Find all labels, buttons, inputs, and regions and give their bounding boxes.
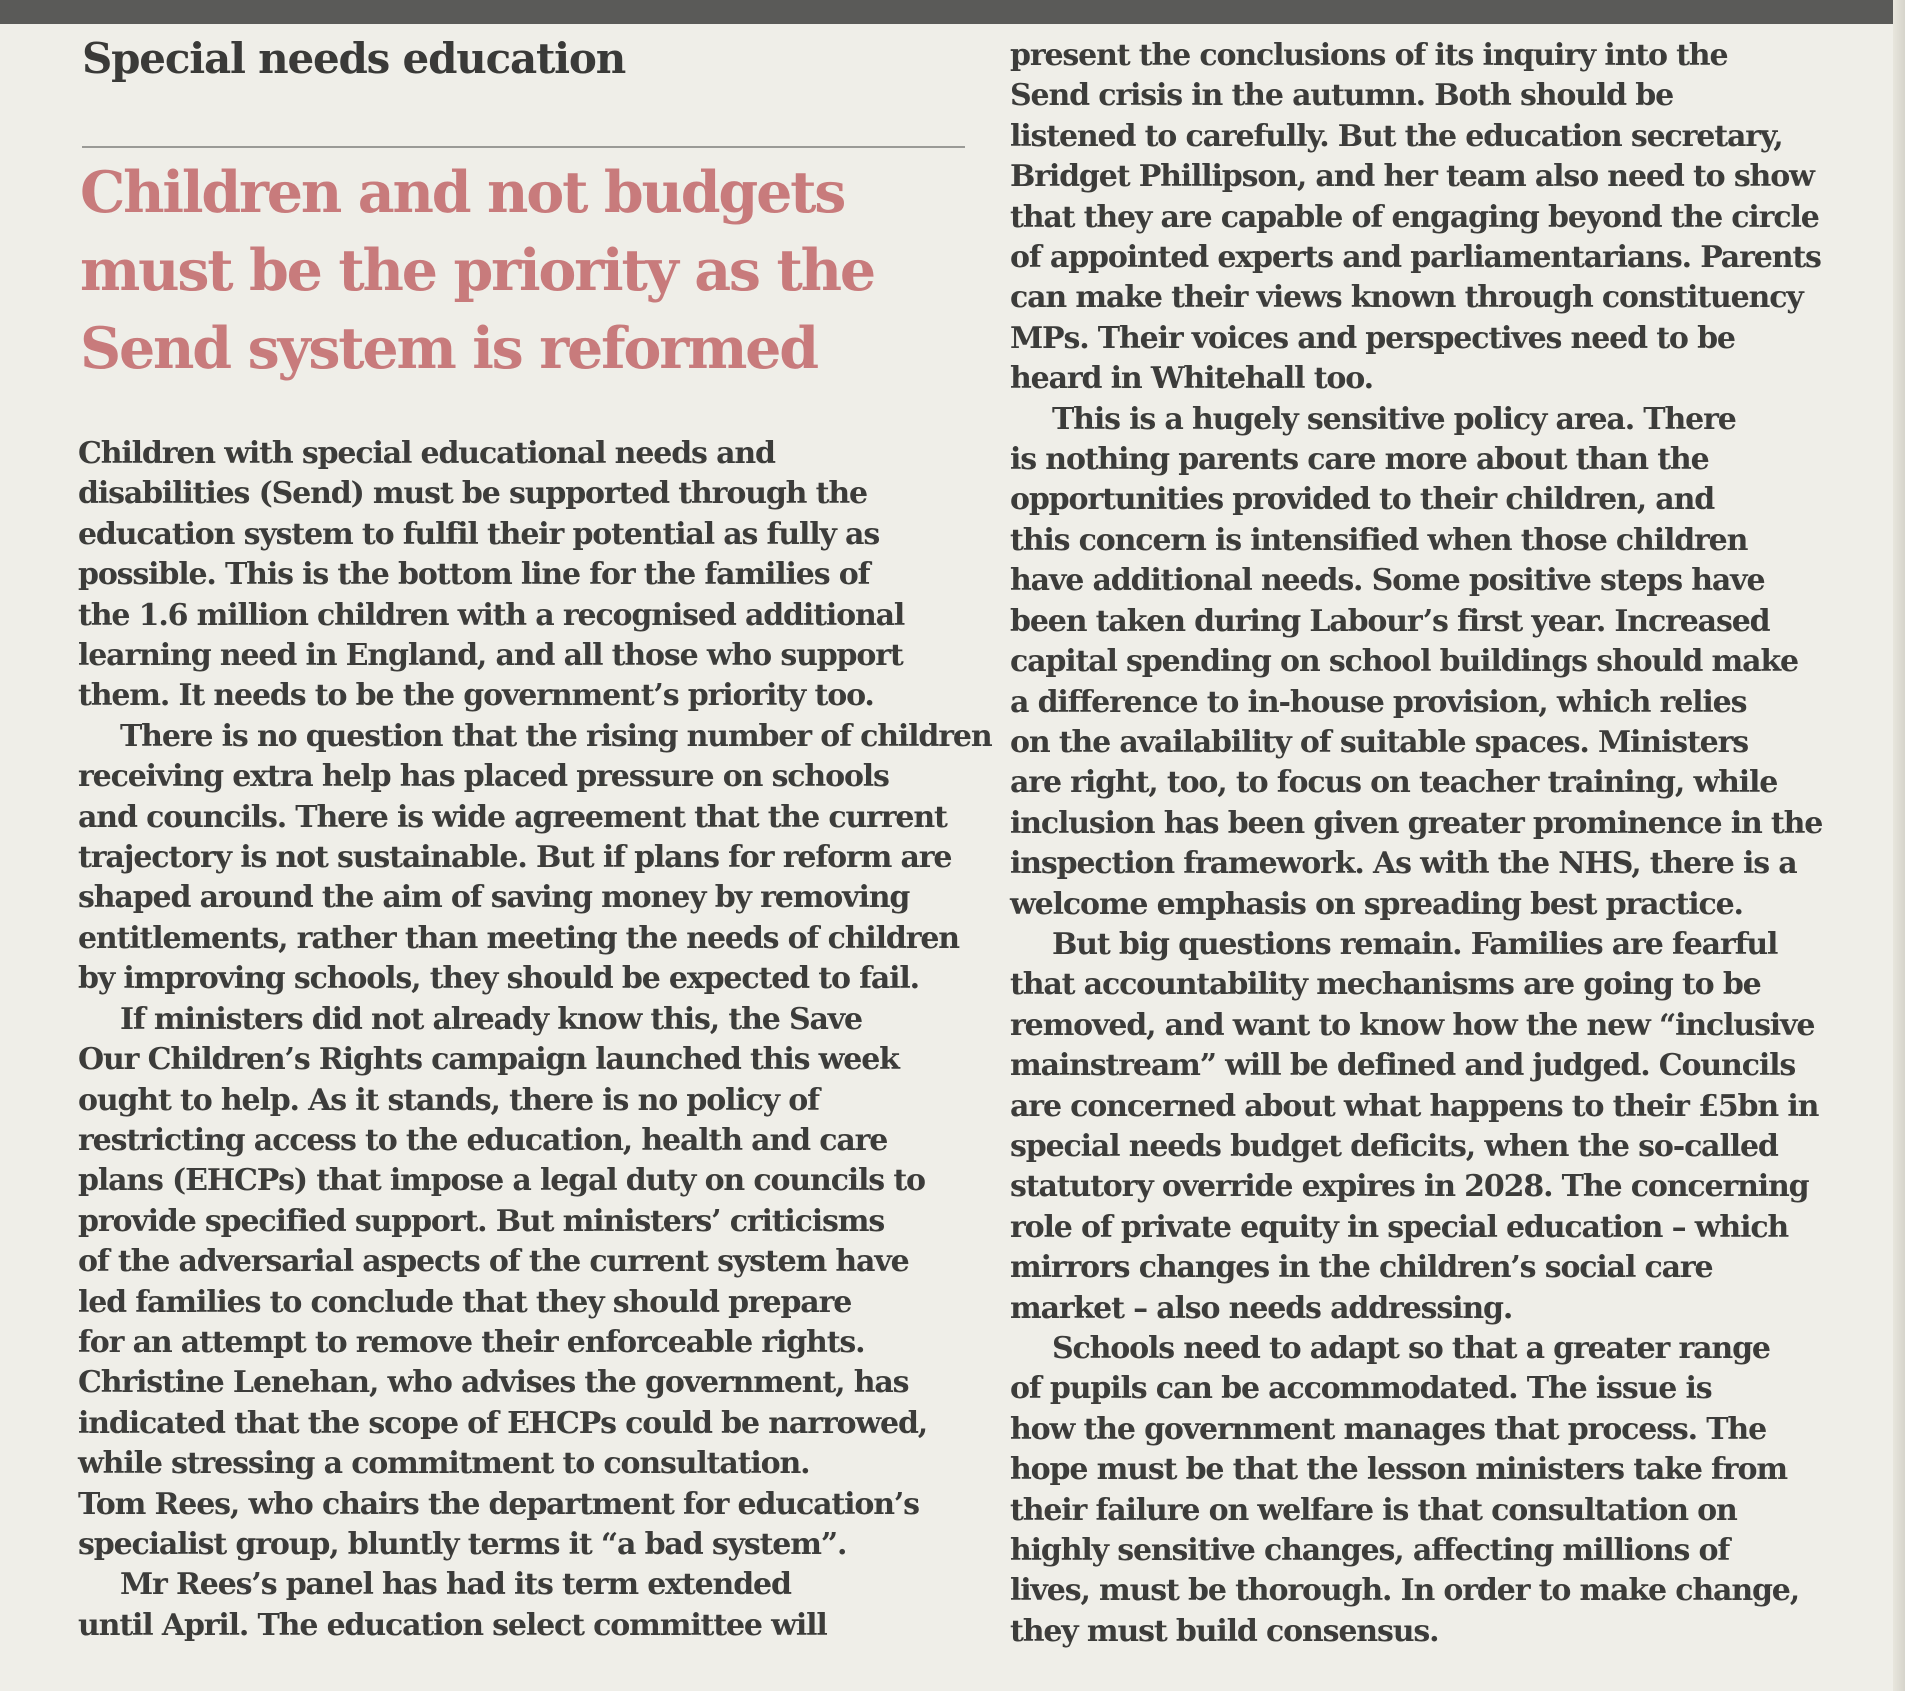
text-line: welcome emphasis on spreading best practice. (1010, 886, 1743, 922)
text-line: Send crisis in the autumn. Both should be (1010, 78, 1674, 114)
text-line: while stressing a commitment to consultation. (78, 1446, 810, 1482)
text-line: removed, and want to know how the new “inclusive (1010, 1007, 1815, 1043)
headline-line: Children and not budgets (80, 159, 845, 226)
text-line: This is a hugely sensitive policy area. There (1052, 401, 1736, 437)
text-line: have additional needs. Some positive steps have (1010, 563, 1765, 599)
text-line: Bridget Phillipson, and her team also need to show (1010, 159, 1814, 195)
text-line: market – also needs addressing. (1010, 1290, 1513, 1326)
text-line: are right, too, to focus on teacher training, while (1010, 765, 1778, 801)
text-line: present the conclusions of its inquiry into the (1010, 38, 1728, 73)
headline (80, 154, 980, 388)
text-line: inspection framework. As with the NHS, there is a (1010, 846, 1797, 882)
text-line: restricting access to the education, health and care (78, 1122, 888, 1158)
left-column (78, 434, 992, 1646)
text-line: is nothing parents care more about than the (1010, 442, 1709, 478)
text-line: specialist group, bluntly terms it “a bad system”. (78, 1526, 847, 1562)
text-line: by improving schools, they should be expected to fail. (78, 961, 919, 997)
text-line: hope must be that the lesson ministers take from (1010, 1452, 1787, 1488)
paragraph (1010, 1329, 1890, 1652)
text-line: capital spending on school buildings should make (1010, 644, 1798, 680)
right-column (1010, 36, 1890, 1652)
text-line: been taken during Labour’s first year. Increased (1010, 603, 1770, 639)
text-line: this concern is intensified when those children (1010, 522, 1748, 558)
text-line: Mr Rees’s panel has had its term extended (120, 1567, 791, 1603)
text-line: Tom Rees, who chairs the department for education’s (78, 1486, 919, 1522)
text-line: statutory override expires in 2028. The concerning (1010, 1169, 1809, 1205)
text-line: that they are capable of engaging beyond the circle (1010, 199, 1819, 235)
text-line: indicated that the scope of EHCPs could be narrowed, (78, 1405, 928, 1441)
text-line: lives, must be thorough. In order to make change, (1010, 1573, 1800, 1609)
text-line: disabilities (Send) must be supported through the (78, 476, 867, 512)
text-line: But big questions remain. Families are fearful (1052, 926, 1778, 962)
text-line: inclusion has been given greater prominence in the (1010, 805, 1823, 841)
text-line: provide specified support. But ministers’ criticisms (78, 1203, 885, 1239)
text-line: mainstream” will be defined and judged. Councils (1010, 1048, 1796, 1084)
text-line: highly sensitive changes, affecting millions of (1010, 1533, 1730, 1569)
text-line: a difference to in-house provision, which relies (1010, 684, 1747, 720)
paragraph (1010, 36, 1890, 400)
text-line: of the adversarial aspects of the current system have (78, 1244, 909, 1280)
text-line: them. It needs to be the government’s priority too. (78, 678, 874, 714)
text-line: There is no question that the rising number of children (120, 718, 992, 754)
text-line: can make their views known through constituency (1010, 280, 1803, 316)
text-line: and councils. There is wide agreement that the current (78, 799, 947, 835)
text-line: that accountability mechanisms are going to be (1010, 967, 1761, 1003)
text-line: listened to carefully. But the education secretary, (1010, 118, 1783, 154)
text-line: trajectory is not sustainable. But if plans for reform are (78, 840, 952, 876)
text-line: learning need in England, and all those who support (78, 638, 903, 674)
text-line: shaped around the aim of saving money by removing (78, 880, 910, 916)
newspaper-page (0, 24, 1893, 1691)
text-line: Christine Lenehan, who advises the government, has (78, 1365, 909, 1401)
text-line: role of private equity in special education – which (1010, 1209, 1789, 1245)
paragraph (1010, 925, 1890, 1329)
text-line: on the availability of suitable spaces. Ministers (1010, 724, 1748, 760)
text-line: education system to fulfil their potential as fully as (78, 516, 880, 552)
text-line: MPs. Their voices and perspectives need to be (1010, 320, 1735, 356)
text-line: are concerned about what happens to their £5bn in (1010, 1088, 1819, 1124)
text-line: If ministers did not already know this, the Save (120, 1001, 862, 1037)
text-line: Our Children’s Rights campaign launched this week (78, 1042, 899, 1078)
headline-line: must be the priority as the (80, 237, 874, 304)
text-line: heard in Whitehall too. (1010, 361, 1373, 397)
text-line: they must build consensus. (1010, 1613, 1439, 1649)
section-label: Special needs education (82, 34, 626, 83)
scan-top-border (0, 0, 1905, 24)
text-line: until April. The education select committee will (78, 1607, 827, 1643)
paragraph (78, 1000, 978, 1566)
text-line: mirrors changes in the children’s social care (1010, 1250, 1713, 1286)
text-line: of pupils can be accommodated. The issue is (1010, 1371, 1712, 1407)
text-line: receiving extra help has placed pressure on schools (78, 759, 889, 795)
text-line: how the government manages that process. The (1010, 1411, 1767, 1447)
text-line: their failure on welfare is that consultation on (1010, 1492, 1737, 1528)
text-line: for an attempt to remove their enforceable rights. (78, 1324, 865, 1360)
text-line: of appointed experts and parliamentarians. Parents (1010, 240, 1821, 276)
text-line: the 1.6 million children with a recognised additional (78, 597, 905, 633)
text-line: opportunities provided to their children, and (1010, 482, 1715, 518)
headline-line: Send system is reformed (80, 315, 817, 382)
text-line: special needs budget deficits, when the so-called (1010, 1128, 1778, 1164)
text-line: Children with special educational needs and (78, 436, 775, 471)
paragraph (78, 717, 992, 1000)
scan-right-edge (1893, 0, 1905, 1691)
paragraph (1010, 400, 1890, 925)
text-line: plans (EHCPs) that impose a legal duty on councils to (78, 1163, 925, 1199)
section-rule (82, 146, 965, 148)
text-line: possible. This is the bottom line for the families of (78, 557, 870, 593)
text-line: ought to help. As it stands, there is no policy of (78, 1082, 819, 1118)
paragraph (78, 1565, 978, 1646)
text-line: entitlements, rather than meeting the needs of children (78, 920, 959, 956)
text-line: led families to conclude that they should prepare (78, 1284, 852, 1320)
text-line: Schools need to adapt so that a greater range (1052, 1331, 1770, 1366)
paragraph (78, 434, 978, 717)
